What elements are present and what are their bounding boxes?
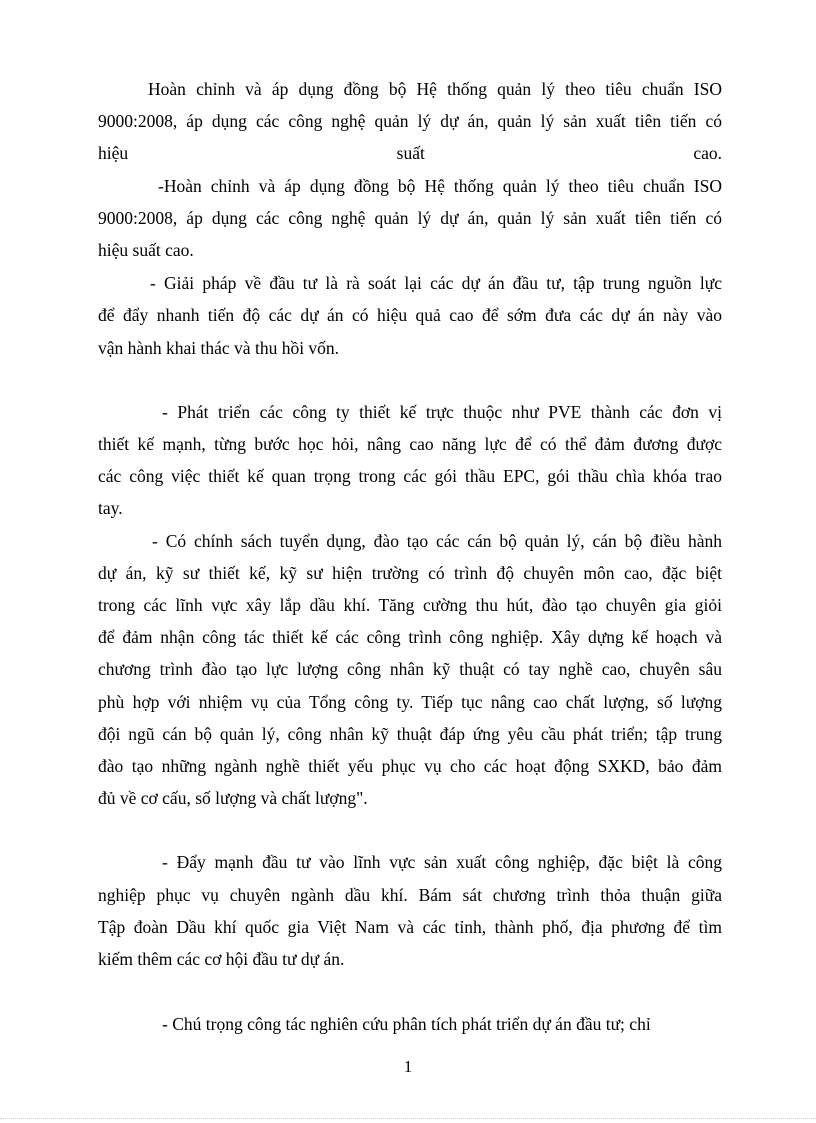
page-number: 1 [403, 1057, 413, 1076]
text-line: 9000:2008, áp dụng các công nghệ quản lý dự án, quản lý sản xuất tiên tiến có [98, 208, 722, 228]
text-line: đào tạo những ngành nghề thiết yếu phục vụ cho các hoạt động SXKD, bảo đảm [98, 756, 722, 776]
text-line: - Có chính sách tuyển dụng, đào tạo các cán bộ quản lý, cán bộ điều hành [152, 531, 722, 551]
text-line: hiệu suất cao. [98, 240, 194, 260]
text-line: - Giải pháp về đầu tư là rà soát lại các dự án đầu tư, tập trung nguồn lực [150, 273, 722, 293]
text-line: - Phát triển các công ty thiết kế trực thuộc như PVE thành các đơn vị [162, 402, 722, 422]
text-line: dự án, kỹ sư thiết kế, kỹ sư hiện trường có trình độ chuyên môn cao, đặc biệt [98, 563, 722, 583]
text-line: các công việc thiết kế quan trọng trong các gói thầu EPC, gói thầu chìa khóa trao [98, 466, 722, 486]
page-bottom-rule [0, 1118, 816, 1119]
text-line: 9000:2008, áp dụng các công nghệ quản lý dự án, quản lý sản xuất tiên tiến có [98, 111, 722, 131]
text-line: Tập đoàn Dầu khí quốc gia Việt Nam và các tỉnh, thành phố, địa phương để tìm [98, 917, 722, 937]
text-line: để đảm nhận công tác thiết kế các công trình công nghiệp. Xây dựng kế hoạch và [98, 627, 722, 647]
text-line: vận hành khai thác và thu hồi vốn. [98, 338, 340, 358]
text-line: chương trình đào tạo lực lượng công nhân kỹ thuật có tay nghề cao, chuyên sâu [98, 659, 722, 679]
text-line: đội ngũ cán bộ quản lý, công nhân kỹ thuật đáp ứng yêu cầu phát triển; tập trung [98, 724, 722, 744]
text-line: thiết kế mạnh, từng bước học hỏi, nâng cao năng lực để có thể đảm đương được [98, 434, 722, 454]
text-line: hiệu suất cao. [98, 143, 722, 163]
text-line: trong các lĩnh vực xây lắp dầu khí. Tăng cường thu hút, đào tạo chuyên gia giỏi [98, 595, 722, 615]
text-line: tay. [98, 498, 123, 518]
text-line: -Hoàn chỉnh và áp dụng đồng bộ Hệ thống quản lý theo tiêu chuẩn ISO [158, 176, 722, 196]
text-line: phù hợp với nhiệm vụ của Tổng công ty. Tiếp tục nâng cao chất lượng, số lượng [98, 692, 722, 712]
text-line: để đẩy nhanh tiến độ các dự án có hiệu quả cao để sớm đưa các dự án này vào [98, 305, 722, 325]
text-line: - Đẩy mạnh đầu tư vào lĩnh vực sản xuất công nghiệp, đặc biệt là công [162, 852, 722, 872]
text-line: kiếm thêm các cơ hội đầu tư dự án. [98, 949, 345, 969]
text-line: - Chú trọng công tác nghiên cứu phân tích phát triển dự án đầu tư; chỉ [162, 1014, 651, 1034]
text-line: đủ về cơ cấu, số lượng và chất lượng". [98, 788, 368, 808]
text-line: Hoàn chỉnh và áp dụng đồng bộ Hệ thống quản lý theo tiêu chuẩn ISO [148, 79, 722, 99]
text-line: nghiệp phục vụ chuyên ngành dầu khí. Bám sát chương trình thỏa thuận giữa [98, 885, 722, 905]
